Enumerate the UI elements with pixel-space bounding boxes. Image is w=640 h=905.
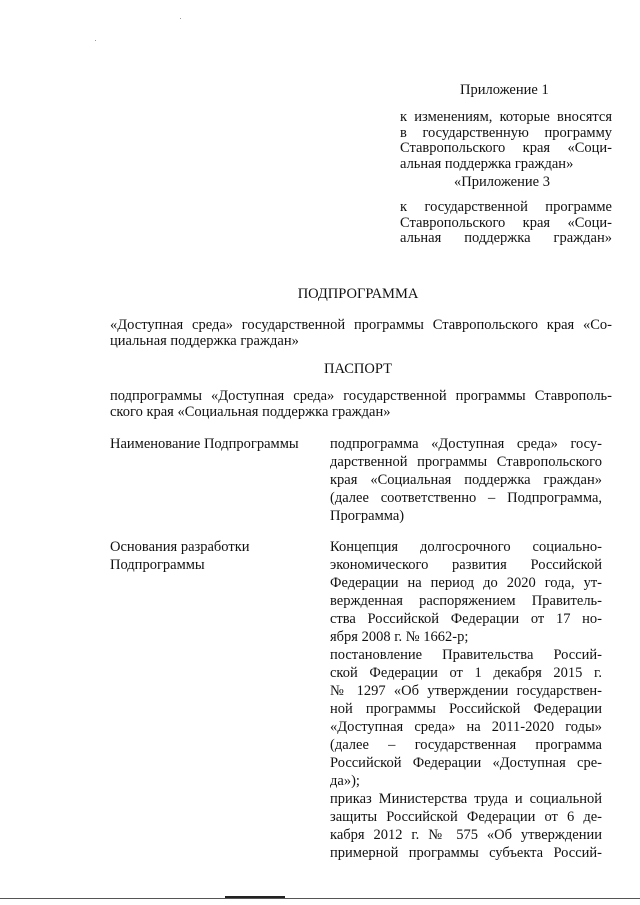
row-value-line: примерной программы субъекта Россий-: [330, 845, 602, 861]
row-value-line: приказ Министерства труда и социальной: [330, 791, 602, 807]
row-value-line: Федерации на период до 2020 года, ут-: [330, 575, 602, 591]
row-value-name: [330, 435, 602, 525]
appendix-text-line: в государственную программу: [400, 124, 612, 141]
scan-speck: [180, 18, 181, 19]
row-value-line: № 1297 «Об утверждении государствен-: [330, 683, 602, 699]
appendix-text2-line: к государственной программе: [400, 199, 612, 215]
row-value-line: да»);: [330, 773, 360, 789]
appendix-text-line: Ставропольского края «Соци-: [400, 140, 612, 156]
row-value-line: края «Социальная поддержка граждан»: [330, 472, 602, 488]
row-value-line: вержденная распоряжением Правитель-: [330, 593, 602, 609]
row-label-name: [110, 435, 310, 453]
row-value-line: (далее соответственно – Подпрограмма,: [330, 490, 602, 506]
row-value-line: Концепция долгосрочного социально-: [330, 539, 602, 555]
row-value-line: защиты Российской Федерации от 6 де-: [330, 809, 602, 825]
appendix-title-2: «Приложение 3: [454, 174, 550, 190]
row-label-basis: [110, 538, 310, 574]
row-value-line: кабря 2012 г. № 575 «Об утверждении: [330, 827, 602, 843]
appendix-text-line: альная поддержка граждан»: [400, 155, 574, 172]
passport-sub-line: подпрограммы «Доступная среда» государственной программы Ставрополь-: [110, 388, 612, 404]
passport-sub-line: ского края «Социальная поддержка граждан»: [110, 403, 391, 420]
row-value-line: дарственной программы Ставропольского: [330, 454, 602, 470]
subprogram-subheading: [110, 318, 612, 349]
row-value-line: постановление Правительства Россий-: [330, 647, 602, 663]
row-value-line: Российской Федерации «Доступная сре-: [330, 755, 602, 771]
row-value-line: ября 2008 г. № 1662-р;: [330, 629, 469, 645]
row-label-line: Наименование Подпрограммы: [110, 436, 299, 452]
row-value-basis: [330, 538, 602, 862]
page-bottom-edge: [0, 898, 640, 899]
row-value-line: ства Российской Федерации от 17 но-: [330, 611, 602, 627]
passport-title: ПАСПОРТ: [324, 361, 392, 377]
row-label-line: Подпрограммы: [110, 557, 205, 573]
appendix-text: [400, 110, 612, 172]
passport-subtitle: [110, 389, 612, 420]
row-label-line: Основания разработки: [110, 539, 250, 555]
row-value-line: ской Федерации от 1 декабря 2015 г.: [330, 665, 602, 681]
row-value-line: экономического развития Российской: [330, 557, 602, 573]
appendix-text2-line: альная поддержка граждан»: [400, 230, 612, 246]
appendix-text2-line: Ставропольского края «Соци-: [400, 214, 612, 231]
row-value-line: «Доступная среда» на 2011-2020 годы»: [330, 719, 602, 735]
subprogram-heading: ПОДПРОГРАММА: [297, 286, 419, 302]
scan-artifact: [225, 896, 285, 898]
appendix-title: Приложение 1: [460, 82, 549, 98]
appendix-text-2: [400, 200, 612, 247]
row-value-line: подпрограмма «Доступная среда» госу-: [330, 436, 602, 452]
row-value-line: Программа): [330, 508, 405, 524]
scan-speck: [95, 40, 96, 41]
row-value-line: ной программы Российской Федерации: [330, 701, 602, 717]
appendix-text-line: к изменениям, которые вносятся: [400, 109, 612, 125]
subheading-line: «Доступная среда» государственной программы Ставропольского края «Со-: [110, 317, 612, 333]
subheading-line: циальная поддержка граждан»: [110, 332, 299, 349]
row-value-line: (далее – государственная программа: [330, 737, 602, 753]
